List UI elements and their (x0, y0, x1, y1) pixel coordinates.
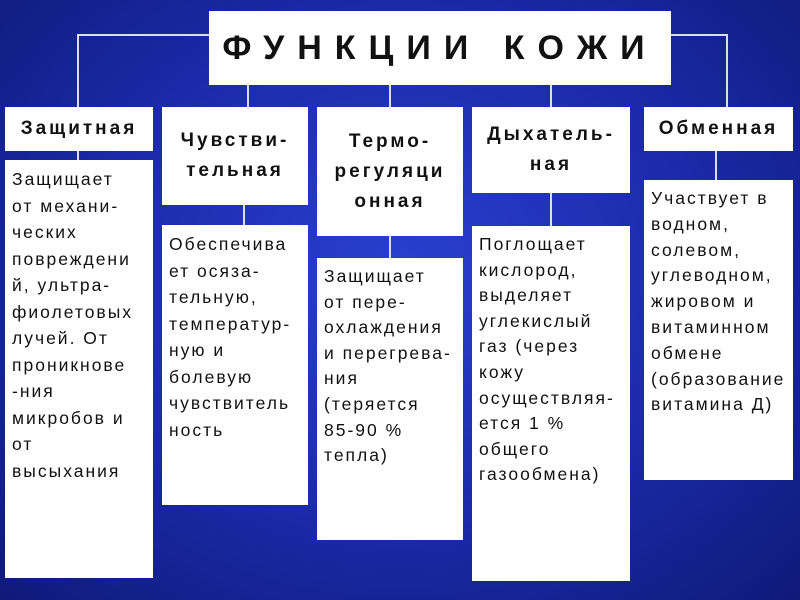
heading-dykhatelnaya: Дыхатель- ная (472, 107, 630, 193)
heading-termoregulyacionnaya: Термо- регуляци онная (317, 107, 463, 236)
connector-line (671, 35, 727, 107)
heading-zashchitnaya: Защитная (5, 107, 153, 151)
diagram-title: ФУНКЦИИ КОЖИ (209, 11, 671, 85)
text-termoregulyacionnaya: Защищает от пере- охлаждения и перегрева- ния (теряется 85-90 % тепла) (317, 258, 463, 540)
text-dykhatelnaya: Поглощает кислород, выделяет углекислый газ (через кожу осуществляя- ется 1 % общего газообмена) (472, 226, 630, 581)
heading-chuvstvitelnaya: Чувстви- тельная (162, 107, 308, 205)
heading-obmennaya: Обменная (644, 107, 793, 151)
text-zashchitnaya: Защищает от механи- ческих повреждени й, ультра- фиолетовых лучей. От проникнове -ния микробов и от высыхания (5, 160, 153, 578)
text-chuvstvitelnaya: Обеспечива ет осяза- тельную, температур- ную и болевую чувствитель ность (162, 225, 308, 505)
text-obmennaya: Участвует в водном, солевом, углеводном, жировом и витаминном обмене (образование витамина Д) (644, 180, 793, 480)
connector-line (78, 35, 209, 107)
